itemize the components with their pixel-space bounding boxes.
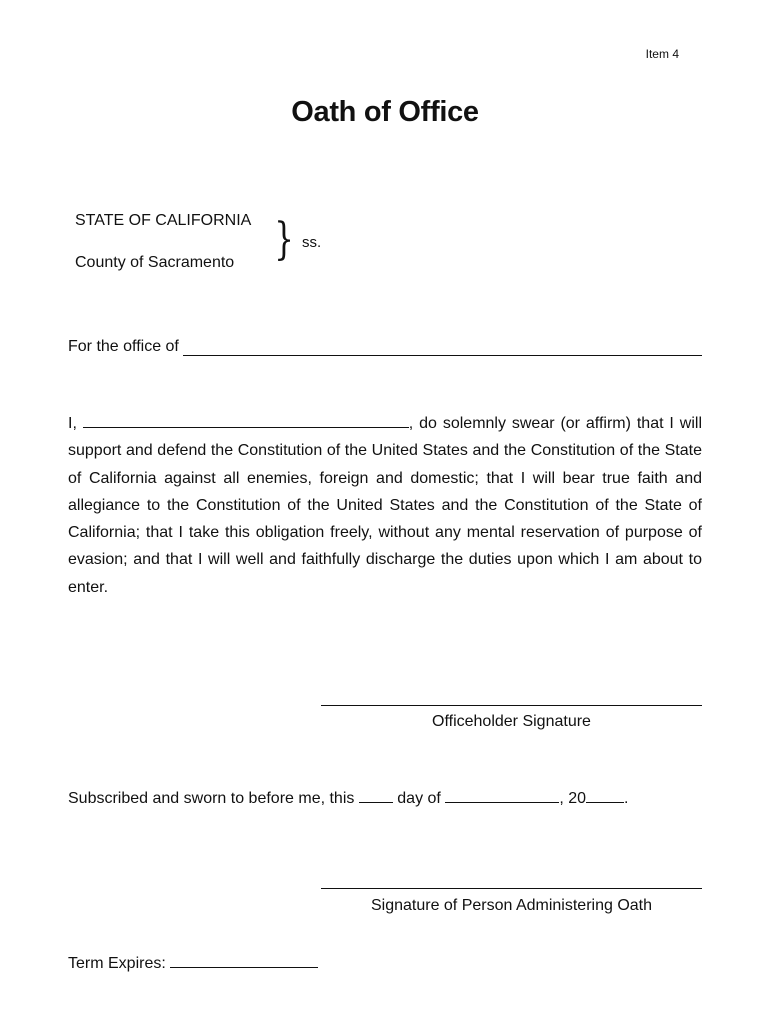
officeholder-signature-line[interactable]	[321, 705, 702, 706]
venue-brace-icon: }	[274, 214, 294, 265]
document-title: Oath of Office	[291, 96, 479, 128]
term-label: Term Expires:	[68, 955, 166, 972]
office-label: For the office of	[68, 338, 179, 355]
venue-ss: ss.	[302, 234, 322, 251]
administrator-signature-line[interactable]	[321, 888, 702, 889]
venue-state: STATE OF CALIFORNIA	[75, 212, 252, 229]
officeholder-signature-caption: Officeholder Signature	[432, 713, 591, 730]
oath-text: , do solemnly swear (or affirm) that I will support and defend the Constitution of the United States and the Constitution of the State of California against all enemies, foreign and domestic; that I will bear true faith and allegiance to the Constitution of the United States and the Constitution of the State of California; that I take this obligation freely, without any mental reservation of purpose of evasion; and that I will well and faithfully discharge the duties upon which I am about to enter.	[68, 415, 702, 596]
sworn-statement	[68, 788, 628, 808]
term-field	[68, 953, 318, 973]
office-blank[interactable]	[183, 339, 702, 356]
sworn-text-2: day of	[397, 790, 441, 807]
administrator-signature-caption: Signature of Person Administering Oath	[370, 897, 653, 914]
term-expires-blank[interactable]	[170, 953, 318, 968]
sworn-text-3: , 20	[559, 790, 587, 807]
sworn-year-blank[interactable]	[586, 788, 624, 803]
office-field	[68, 338, 702, 356]
oath-name-blank[interactable]	[83, 413, 409, 428]
sworn-text-1: Subscribed and sworn to before me, this	[68, 790, 355, 807]
sworn-month-blank[interactable]	[445, 788, 559, 803]
oath-paragraph	[68, 410, 702, 601]
item-number-label: Item 4	[645, 47, 679, 61]
sworn-text-4: .	[624, 790, 629, 807]
venue-county: County of Sacramento	[75, 254, 235, 271]
oath-prefix: I,	[68, 415, 77, 432]
sworn-day-blank[interactable]	[359, 788, 393, 803]
